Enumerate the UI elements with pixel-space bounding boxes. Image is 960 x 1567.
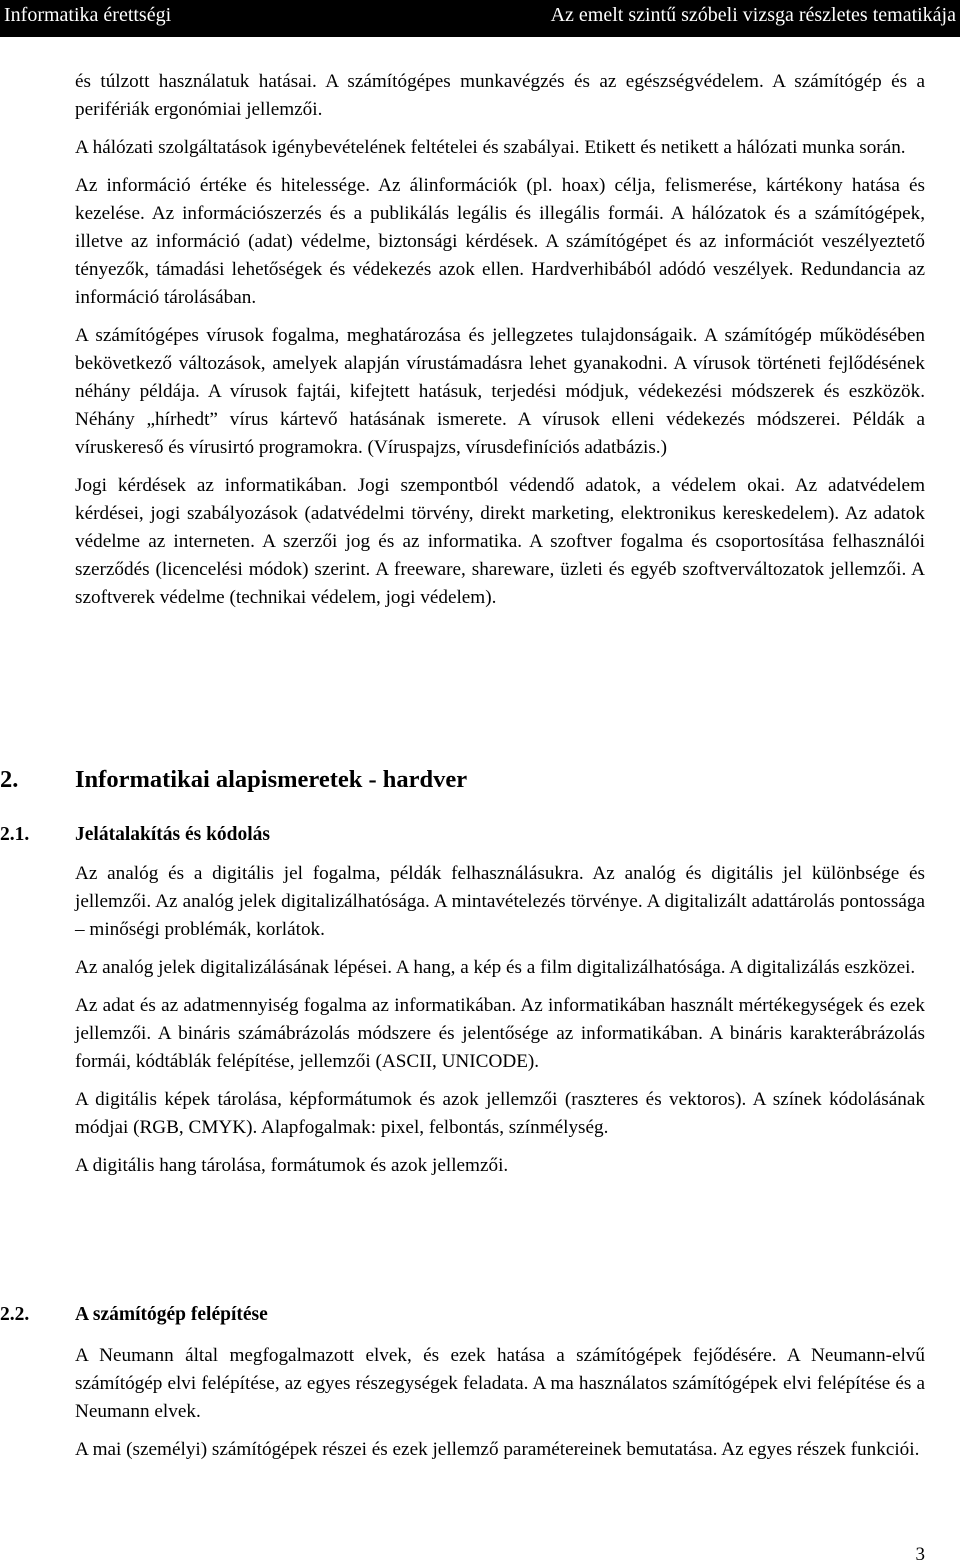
page-number: 3 xyxy=(915,1544,925,1565)
section-2-1-body xyxy=(75,860,925,1180)
section-number: 2.2. xyxy=(0,1304,30,1325)
section1-continued xyxy=(75,68,925,612)
section-title: A számítógép felépítése xyxy=(75,1304,268,1325)
section-2-2-body xyxy=(75,1342,925,1464)
paragraph: Jogi kérdések az informatikában. Jogi szempontból védendő adatok, a védelem okai. Az adatvédelem kérdései, jogi szabályozások (adatvédelmi törvény, direkt marketing, elektronikus kereskedelem). Az adatok védelme az interneten. A szerzői jog és az informatika. A szoftver fogalma és csoportosítása felhasználói szerződés (licencelési módok) szerint. A freeware, shareware, üzleti és egyéb szoftverváltozatok jellemzői. A szoftverek védelme (technikai védelem, jogi védelem). xyxy=(75,475,925,608)
section-title: Jelátalakítás és kódolás xyxy=(75,824,271,845)
paragraph: A mai (személyi) számítógépek részei és ezek jellemző paramétereinek bemutatása. Az egyes részek funkciói. xyxy=(75,1439,920,1460)
section-number: 2. xyxy=(0,766,19,793)
paragraph: és túlzott használatuk hatásai. A számítógépes munkavégzés és az egészségvédelem. A számítógép és a perifériák ergonómiai jellemzői. xyxy=(75,71,925,120)
paragraph: A Neumann által megfogalmazott elvek, és ezek hatása a számítógépek fejődésére. A Neumann-elvű számítógép elvi felépítése, az egyes részegységek feladata. A ma használatos számítógépek elvi felépítése és a Neumann elvek. xyxy=(75,1345,925,1422)
section-number: 2.1. xyxy=(0,824,30,845)
header-left-title: Informatika érettségi xyxy=(4,4,172,26)
paragraph: Az adat és az adatmennyiség fogalma az informatikában. Az informatikában használt mértékegységek és ezek jellemzői. A bináris számábrázolás módszere és jelentősége az informatikában. A bináris karakterábrázolás formái, kódtáblák felépítése, jellemzői (ASCII, UNICODE). xyxy=(75,995,925,1072)
paragraph: A digitális képek tárolása, képformátumok és azok jellemzői (raszteres és vektoros). A színek kódolásának módjai (RGB, CMYK). Alapfogalmak: pixel, felbontás, színmélység. xyxy=(75,1089,925,1138)
page-header xyxy=(0,0,960,37)
paragraph: A számítógépes vírusok fogalma, meghatározása és jellegzetes tulajdonságaik. A számítógép működésében bekövetkező változások, amelyek alapján vírustámadásra lehet gyanakodni. A vírusok történeti fejlődésének néhány példája. A vírusok fajtái, kifejtett hatásuk, terjedési módjuk, védekezési módszerek és eszközök. Néhány „hírhedt” vírus kártevő hatásának ismerete. A vírusok elleni védekezés módszerei. Példák a víruskereső és vírusirtó programokra. (Víruspajzs, vírusdefiníciós adatbázis.) xyxy=(75,325,925,458)
paragraph: Az információ értéke és hitelessége. Az álinformációk (pl. hoax) célja, felismerése, kártékony hatása és kezelése. Az információszerzés és a publikálás legális és illegális formái. A hálózatok és a számítógépek, illetve az információ (adat) védelme, biztonsági kérdések. A számítógépet és az információt veszélyeztető tényezők, támadási lehetőségek és védekezés azok ellen. Hardverhibából adódó veszélyek. Redundancia az információ tárolásában. xyxy=(75,175,925,308)
paragraph: A digitális hang tárolása, formátumok és azok jellemzői. xyxy=(75,1155,509,1176)
paragraph: Az analóg jelek digitalizálásának lépései. A hang, a kép és a film digitalizálhatósága. A digitalizálás eszközei. xyxy=(75,957,916,978)
section-title: Informatikai alapismeretek - hardver xyxy=(75,766,468,793)
paragraph: Az analóg és a digitális jel fogalma, példák felhasználásukra. Az analóg és digitális jel különbsége és jellemzői. Az analóg jelek digitalizálhatósága. A mintavételezés törvénye. A digitalizált adattárolás pontossága – minőségi problémák, korlátok. xyxy=(75,863,925,940)
header-right-title: Az emelt szintű szóbeli vizsga részletes tematikája xyxy=(550,4,956,26)
paragraph: A hálózati szolgáltatások igénybevételének feltételei és szabályai. Etikett és netikett a hálózati munka során. xyxy=(75,137,906,158)
